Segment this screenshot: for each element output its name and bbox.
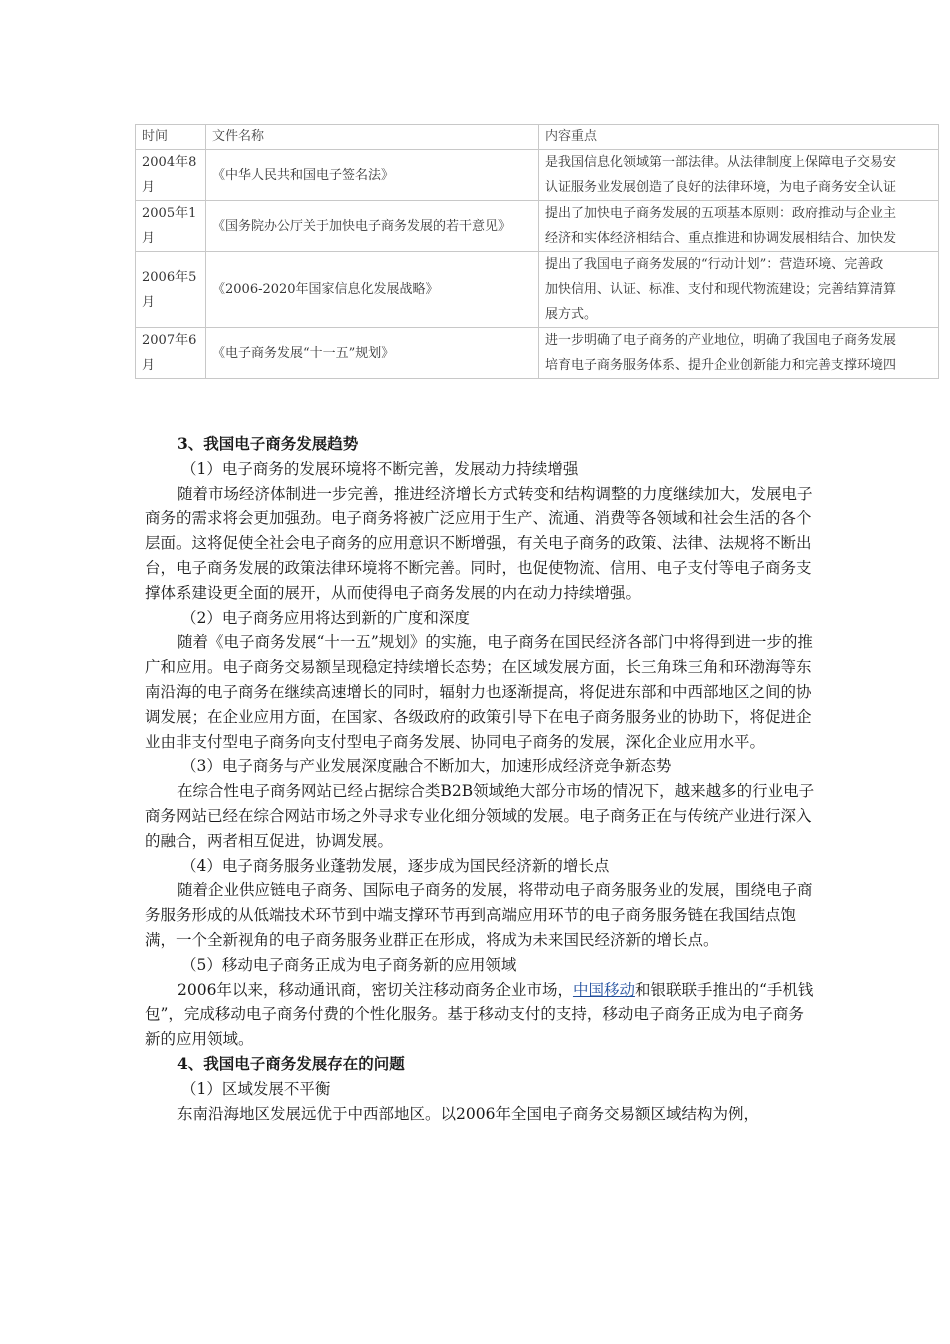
policy-table [135, 124, 939, 379]
table-cell-content [539, 252, 939, 328]
section-heading: 4、我国电子商务发展存在的问题 [177, 1053, 405, 1073]
content-line: 加快信用、认证、标准、支付和现代物流建设；完善结算清算 [545, 282, 897, 297]
table-cell-doc: 《2006-2020年国家信息化发展战略》 [206, 252, 539, 328]
subsection-heading: （2）电子商务应用将达到新的广度和深度 [181, 608, 470, 627]
paragraph [145, 978, 815, 1052]
paragraph: 东南沿海地区发展远优于中西部地区。以2006年全国电子商务交易额区域结构为例， [177, 1104, 759, 1123]
content-line: 展方式。 [545, 307, 598, 322]
paragraph-text: 2006年以来，移动通讯商，密切关注移动商务企业市场， [177, 980, 573, 999]
table-row [136, 252, 939, 328]
table-cell-doc: 《电子商务发展“十一五”规划》 [206, 328, 539, 379]
table-row [136, 201, 939, 252]
subsection-heading: （3）电子商务与产业发展深度融合不断加大，加速形成经济竞争新态势 [181, 757, 672, 776]
table-header-row [136, 125, 939, 150]
table-cell-time: 2005年1月 [136, 201, 206, 252]
paragraph: 在综合性电子商务网站已经占据综合类B2B领域绝大部分市场的情况下，越来越多的行业电子商务网站已经在综合网站市场之外寻求专业化细分领域的发展。电子商务正在与传统产业进行深入的融合，两者相互促进，协调发展。 [145, 782, 815, 850]
content-line: 培育电子商务服务体系、提升企业创新能力和完善支撑环境四 [545, 358, 897, 373]
table-cell-content [539, 328, 939, 379]
content-line: 经济和实体经济相结合、重点推进和协调发展相结合、加快发 [545, 231, 897, 246]
table-header-content: 内容重点 [539, 125, 939, 150]
content-line: 认证服务业发展创造了良好的法律环境，为电子商务安全认证 [545, 180, 897, 195]
content-line: 进一步明确了电子商务的产业地位，明确了我国电子商务发展 [545, 333, 897, 348]
subsection-heading: （1）电子商务的发展环境将不断完善，发展动力持续增强 [181, 459, 579, 478]
section-heading: 3、我国电子商务发展趋势 [177, 434, 359, 453]
subsection-heading: （4）电子商务服务业蓬勃发展，逐步成为国民经济新的增长点 [181, 856, 610, 875]
paragraph-text: 和银联联手推出的“手机钱包”，完成移动电子商务付费的个性化服务。基于移动支付的支持，移动电子商务正成为电子商务新的应用领域。 [145, 980, 814, 1049]
content-line: 提出了我国电子商务发展的“行动计划”：营造环境、完善政 [545, 257, 884, 272]
article-body [145, 432, 815, 1126]
content-line: 是我国信息化领域第一部法律。从法律制度上保障电子交易安 [545, 155, 897, 170]
table-header-time: 时间 [136, 125, 206, 150]
table-cell-time: 2007年6月 [136, 328, 206, 379]
table-row [136, 150, 939, 201]
table-cell-time: 2006年5月 [136, 252, 206, 328]
paragraph: 随着《电子商务发展“十一五”规划》的实施，电子商务在国民经济各部门中将得到进一步的推广和应用。电子商务交易额呈现稳定持续增长态势；在区域发展方面，长三角珠三角和环渤海等东南沿海的电子商务在继续高速增长的同时，辐射力也逐渐提高，将促进东部和中西部地区之间的协调发展；在企业应用方面，在国家、各级政府的政策引导下在电子商务服务业的协助下，将促进企业由非支付型电子商务向支付型电子商务发展、协同电子商务的发展，深化企业应用水平。 [145, 633, 813, 751]
table-cell-doc: 《中华人民共和国电子签名法》 [206, 150, 539, 201]
table-cell-content [539, 201, 939, 252]
table-header-doc: 文件名称 [206, 125, 539, 150]
subsection-heading: （5）移动电子商务正成为电子商务新的应用领域 [181, 955, 517, 974]
paragraph: 随着企业供应链电子商务、国际电子商务的发展，将带动电子商务服务业的发展，围绕电子商务服务形成的从低端技术环节到中端支撑环节再到高端应用环节的电子商务服务链在我国结点饱满，一个全新视角的电子商务服务业群正在形成，将成为未来国民经济新的增长点。 [145, 881, 813, 949]
content-line: 提出了加快电子商务发展的五项基本原则：政府推动与企业主 [545, 206, 897, 221]
table-cell-content [539, 150, 939, 201]
table-cell-doc: 《国务院办公厅关于加快电子商务发展的若干意见》 [206, 201, 539, 252]
china-mobile-link[interactable]: 中国移动 [572, 980, 635, 999]
subsection-heading: （1）区域发展不平衡 [181, 1079, 331, 1098]
table-cell-time: 2004年8月 [136, 150, 206, 201]
table-row [136, 328, 939, 379]
paragraph: 随着市场经济体制进一步完善，推进经济增长方式转变和结构调整的力度继续加大，发展电子商务的需求将会更加强劲。电子商务将被广泛应用于生产、流通、消费等各领域和社会生活的各个层面。这将促使全社会电子商务的应用意识不断增强，有关电子商务的政策、法律、法规将不断出台，电子商务发展的政策法律环境将不断完善。同时，也促使物流、信用、电子支付等电子商务支撑体系建设更全面的展开，从而使得电子商务发展的内在动力持续增强。 [145, 484, 813, 602]
